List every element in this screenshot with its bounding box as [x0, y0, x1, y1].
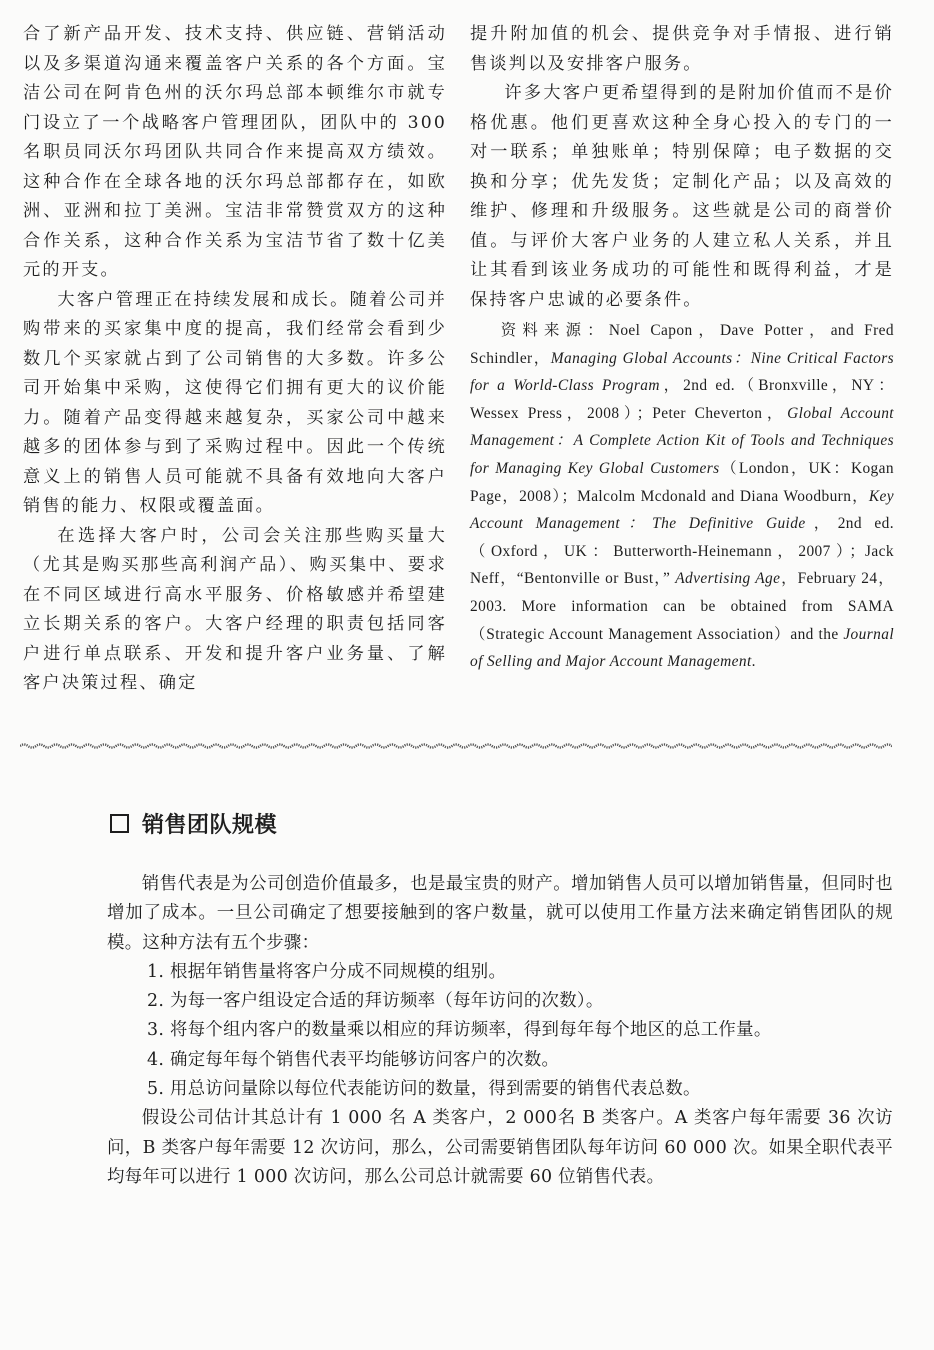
list-item: 2. 为每一客户组设定合适的拜访频率（每年访问的次数）。 — [147, 991, 604, 1012]
list-item: 1. 根据年销售量将客户分成不同规模的组别。 — [147, 961, 507, 982]
reference-text: ，2nd ed.（Bronxville，NY：Wessex Press，2008）；Peter Cheverton， — [470, 377, 894, 422]
reference-text: Noel Capon，Dave Potter，and Fred Schindler， — [470, 322, 894, 367]
list-item: 4. 确定每年每个销售代表平均能够访问客户的次数。 — [147, 1049, 560, 1070]
steps-list — [107, 958, 893, 1104]
paragraph: 大客户管理正在持续发展和成长。随着公司并购带来的买家集中度的提高，我们经常会看到少数几个买家就占到了公司销售的大多数。许多公司开始集中采购，这使得它们拥有更大的议价能力。随着产品变得越来越复杂，买家公司中越来越多的团体参与到了采购过程中。因此一个传统意义上的销售人员可能就不具备有效地向大客户销售的能力、权限或覆盖面。 — [23, 289, 447, 516]
section-body — [107, 870, 893, 1192]
reference-title: Advertising Age — [675, 570, 781, 588]
example-paragraph: 假设公司估计其总计有 1 000 名 A 类客户，2 000名 B 类客户。A 类客户每年需要 36 次访问，B 类客户每年需要 12 次访问，那么，公司需要销售团队每年访问 60 000 次。如果全职代表平均每年可以进行 1 000 次访问，那么公司总计就需要 60 位销售代表。 — [107, 1108, 893, 1187]
section-heading — [110, 808, 277, 839]
reference-text: ，February 24，2003. More information can be obtained from SAMA（Strategic Account Management Association）and the — [470, 570, 894, 643]
paragraph: 提升附加值的机会、提供竞争对手情报、进行销售谈判以及安排客户服务。 — [470, 24, 894, 74]
list-item: 3. 将每个组内客户的数量乘以相应的拜访频率，得到每年每个地区的总工作量。 — [147, 1020, 772, 1041]
paragraph: 许多大客户更希望得到的是附加价值而不是价格优惠。他们更喜欢这种全身心投入的专门的一对一联系；单独账单；特别保障；电子数据的交换和分享；优先发货；定制化产品；以及高效的维护、修理和升级服务。这些就是公司的商誉价值。与评价大客户业务的人建立私人关系，并且让其看到该业务成功的可能性和既得利益，才是保持客户忠诚的必要条件。 — [470, 83, 894, 310]
intro-paragraph: 销售代表是为公司创造价值最多，也是最宝贵的财产。增加销售人员可以增加销售量，但同时也增加了成本。一旦公司确定了想要接触到的客户数量，就可以使用工作量方法来确定销售团队的规模。这种方法有五个步骤： — [107, 874, 893, 953]
source-label: 资料来源： — [500, 322, 609, 339]
wavy-divider — [20, 741, 892, 751]
reference-text: ，2nd ed.（Oxford，UK：Butterworth-Heinemann，2007）；Jack Neff，“Bentonville or Bust，” — [470, 515, 894, 588]
reference-text: （London，UK：Kogan Page，2008）；Malcolm Mcdonald and Diana Woodburn， — [470, 459, 894, 505]
reference-title: Global Account Management：A Complete Action Kit of Tools and Techniques for Managing Key Global Customers — [470, 404, 894, 477]
source-citation — [470, 317, 894, 676]
checkbox-square-icon — [110, 814, 129, 833]
paragraph: 在选择大客户时，公司会关注那些购买量大（尤其是购买那些高利润产品）、购买集中、要求在不同区域进行高水平服务、价格敏感并希望建立长期关系的客户。大客户经理的职责包括同客户进行单点联系、开发和提升客户业务量、了解客户决策过程、确定 — [23, 525, 447, 693]
section-title: 销售团队规模 — [142, 813, 278, 838]
reference-title: Key Account Management：The Definitive Guide — [470, 487, 894, 533]
source-references — [470, 322, 894, 670]
reference-text: . — [751, 653, 756, 671]
reference-title: Managing Global Accounts：Nine Critical Factors for a World-Class Program — [470, 349, 894, 395]
left-column — [23, 20, 447, 699]
right-column — [470, 20, 894, 676]
reference-title: Journal of Selling and Major Account Management — [470, 625, 894, 671]
paragraph: 合了新产品开发、技术支持、供应链、营销活动以及多渠道沟通来覆盖客户关系的各个方面。宝洁公司在阿肯色州的沃尔玛总部本顿维尔市就专门设立了一个战略客户管理团队，团队中的 300 名职员同沃尔玛团队共同合作来提高双方绩效。这种合作在全球各地的沃尔玛总部都存在，如欧洲、亚洲和拉丁美洲。宝洁非常赞赏双方的这种合作关系，这种合作关系为宝洁节省了数十亿美元的开支。 — [23, 24, 447, 280]
list-item: 5. 用总访问量除以每位代表能访问的数量，得到需要的销售代表总数。 — [147, 1079, 701, 1100]
